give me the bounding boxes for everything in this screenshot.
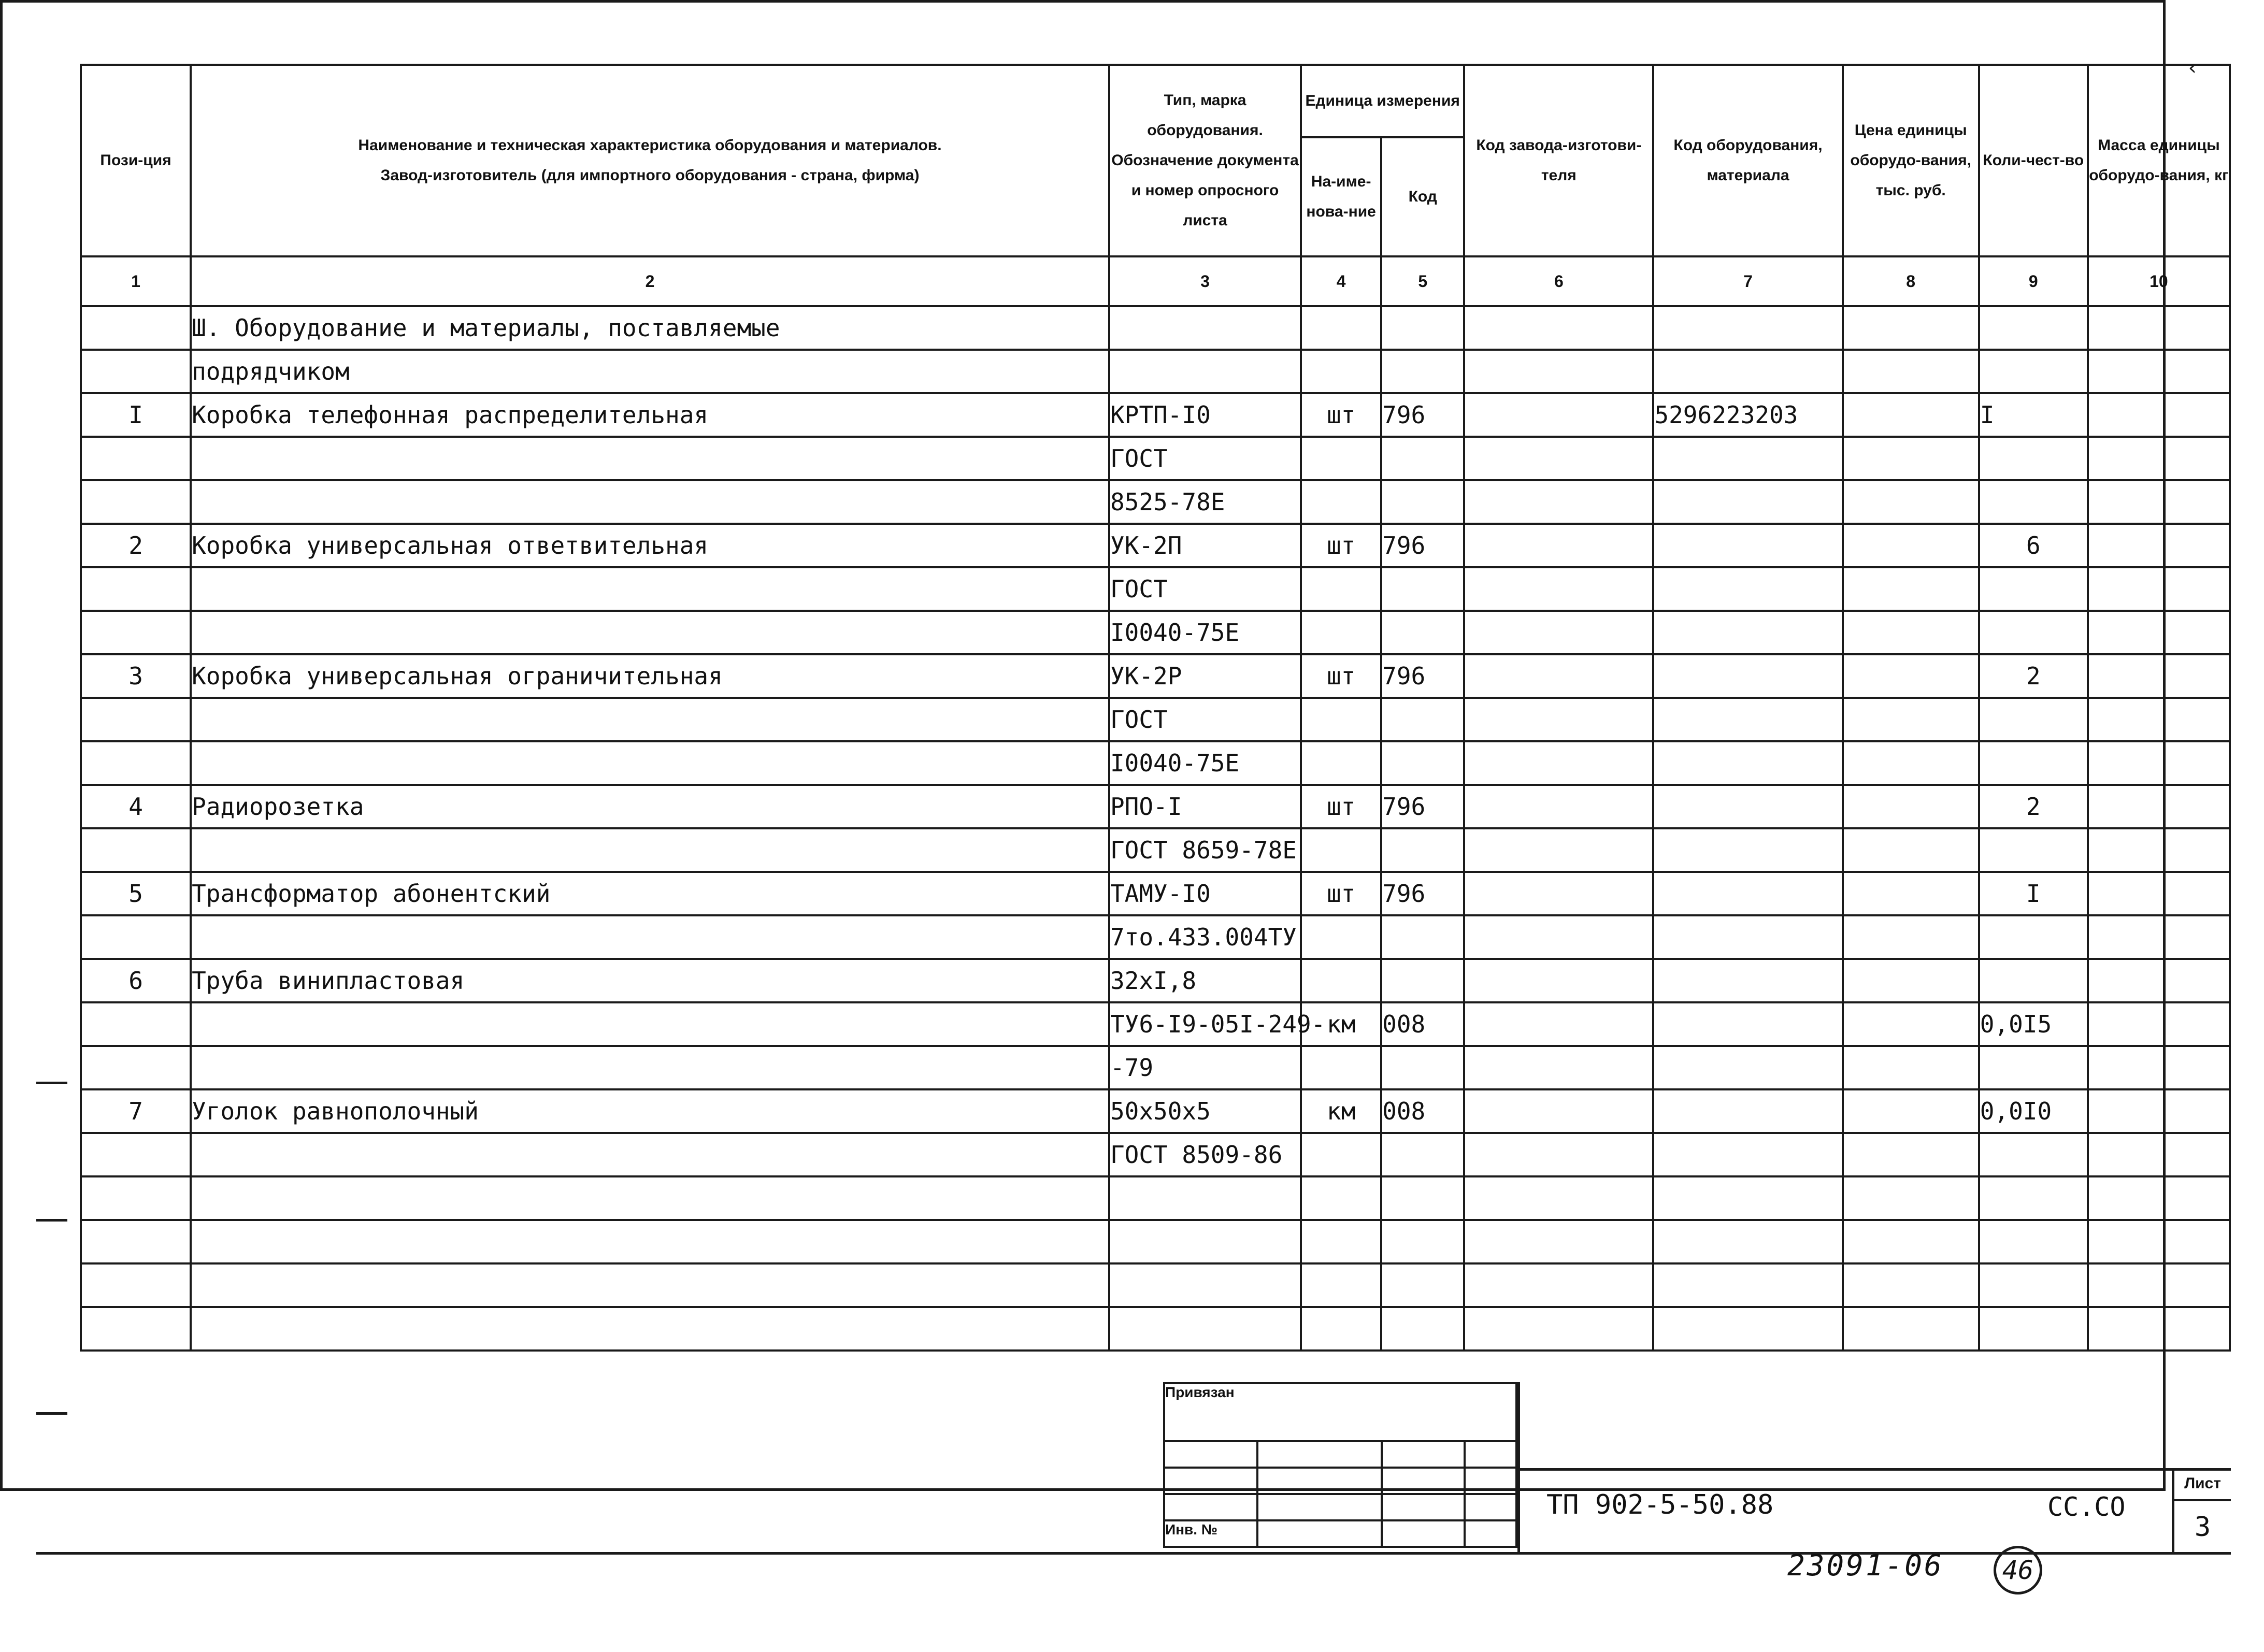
- title-block-divider: [1517, 1382, 1520, 1555]
- type-cell: ТУ6-I9-05I-249-: [1109, 1002, 1301, 1046]
- type-cell: 7то.433.004ТУ: [1109, 915, 1301, 959]
- table-row: [81, 872, 2230, 915]
- quantity-cell: [1979, 915, 2088, 959]
- quantity-cell: 2: [1979, 654, 2088, 698]
- unit-name-cell: шт: [1301, 524, 1381, 567]
- equipment-code-cell: [1653, 480, 1842, 524]
- table-row: [81, 915, 2230, 959]
- unit-name-cell: км: [1301, 1089, 1381, 1133]
- position-cell: [81, 698, 191, 741]
- mass-cell: [2088, 828, 2230, 872]
- stamp-inv-label: Инв. №: [1164, 1520, 1257, 1547]
- factory-code-cell: [1464, 959, 1653, 1002]
- mass-cell: [2088, 524, 2230, 567]
- price-cell: [1843, 567, 1979, 611]
- name-cell: [191, 480, 1109, 524]
- unit-code-cell: 796: [1381, 872, 1464, 915]
- equipment-code-cell: [1653, 437, 1842, 480]
- unit-code-cell: 796: [1381, 785, 1464, 828]
- name-cell: Трансформатор абонентский: [191, 872, 1109, 915]
- sheet-box: [2172, 1468, 2231, 1555]
- factory-code-cell: [1464, 1089, 1653, 1133]
- equipment-code-cell: [1653, 915, 1842, 959]
- type-cell: 50х50х5: [1109, 1089, 1301, 1133]
- name-cell: [191, 1133, 1109, 1176]
- table-row: [81, 959, 2230, 1002]
- name-cell: [191, 915, 1109, 959]
- position-cell: [81, 1133, 191, 1176]
- unit-name-cell: км: [1301, 1002, 1381, 1046]
- equipment-code-cell: [1653, 959, 1842, 1002]
- equipment-code-cell: [1653, 611, 1842, 654]
- header-equipment-code: Код оборудования, материала: [1653, 65, 1842, 256]
- name-cell: Коробка универсальная ограничительная: [191, 654, 1109, 698]
- name-cell: Труба винипластовая: [191, 959, 1109, 1002]
- price-cell: [1843, 1089, 1979, 1133]
- type-cell: ГОСТ: [1109, 698, 1301, 741]
- name-cell: [191, 1002, 1109, 1046]
- equipment-code-cell: [1653, 1046, 1842, 1089]
- table-row: [81, 611, 2230, 654]
- factory-code-cell: [1464, 741, 1653, 785]
- quantity-cell: [1979, 959, 2088, 1002]
- unit-name-cell: [1301, 959, 1381, 1002]
- unit-code-cell: [1381, 741, 1464, 785]
- quantity-cell: 2: [1979, 785, 2088, 828]
- mass-cell: [2088, 698, 2230, 741]
- inventory-number: 23091-06: [1787, 1549, 1944, 1583]
- type-cell: ТАМУ-I0: [1109, 872, 1301, 915]
- unit-code-cell: [1381, 915, 1464, 959]
- empty-row: [81, 1307, 2230, 1351]
- empty-row: [81, 1176, 2230, 1220]
- mass-cell: [2088, 393, 2230, 437]
- quantity-cell: [1979, 698, 2088, 741]
- mass-cell: [2088, 654, 2230, 698]
- position-cell: [81, 915, 191, 959]
- price-cell: [1843, 741, 1979, 785]
- position-cell: [81, 741, 191, 785]
- col-number: 9: [1979, 256, 2088, 306]
- price-cell: [1843, 393, 1979, 437]
- quantity-cell: I: [1979, 393, 2088, 437]
- unit-code-cell: [1381, 1046, 1464, 1089]
- quantity-cell: 0,0I5: [1979, 1002, 2088, 1046]
- header-unit-code: Код: [1381, 137, 1464, 256]
- margin-tick: [36, 1412, 67, 1415]
- unit-code-cell: 796: [1381, 393, 1464, 437]
- price-cell: [1843, 1002, 1979, 1046]
- type-cell: ГОСТ: [1109, 437, 1301, 480]
- mass-cell: [2088, 1002, 2230, 1046]
- quantity-cell: [1979, 828, 2088, 872]
- mass-cell: [2088, 915, 2230, 959]
- circled-page-number: 46: [1994, 1546, 2042, 1594]
- unit-name-cell: [1301, 1133, 1381, 1176]
- factory-code-cell: [1464, 1046, 1653, 1089]
- name-cell: [191, 567, 1109, 611]
- position-cell: 5: [81, 872, 191, 915]
- equipment-code-cell: [1653, 828, 1842, 872]
- header-quantity: Коли-чест-во: [1979, 65, 2088, 256]
- quantity-cell: 6: [1979, 524, 2088, 567]
- table-row: [81, 1133, 2230, 1176]
- unit-code-cell: [1381, 567, 1464, 611]
- header-unit-price: Цена единицы оборудо-вания, тыс. руб.: [1843, 65, 1979, 256]
- section-title: Ш. Оборудование и материалы, поставляемые: [191, 306, 1109, 350]
- factory-code-cell: [1464, 524, 1653, 567]
- price-cell: [1843, 915, 1979, 959]
- document-suffix: СС.СО: [2047, 1492, 2126, 1522]
- price-cell: [1843, 480, 1979, 524]
- type-cell: УК-2Р: [1109, 654, 1301, 698]
- factory-code-cell: [1464, 1002, 1653, 1046]
- table-row: [81, 1002, 2230, 1046]
- margin-tick: [36, 1219, 67, 1222]
- factory-code-cell: [1464, 654, 1653, 698]
- mass-cell: [2088, 872, 2230, 915]
- unit-code-cell: 008: [1381, 1089, 1464, 1133]
- equipment-code-cell: [1653, 654, 1842, 698]
- unit-name-cell: [1301, 437, 1381, 480]
- col-number: 1: [81, 256, 191, 306]
- quantity-cell: [1979, 1133, 2088, 1176]
- factory-code-cell: [1464, 828, 1653, 872]
- col-number: 2: [191, 256, 1109, 306]
- name-cell: Коробка телефонная распределительная: [191, 393, 1109, 437]
- position-cell: I: [81, 393, 191, 437]
- type-cell: РПО-I: [1109, 785, 1301, 828]
- mass-cell: [2088, 959, 2230, 1002]
- header-unit-group: Единица измерения: [1301, 65, 1464, 137]
- empty-row: [81, 1263, 2230, 1307]
- table-row: [81, 1089, 2230, 1133]
- col-number: 7: [1653, 256, 1842, 306]
- unit-name-cell: [1301, 567, 1381, 611]
- equipment-code-cell: [1653, 1089, 1842, 1133]
- unit-code-cell: [1381, 1133, 1464, 1176]
- table-row: [81, 1046, 2230, 1089]
- unit-name-cell: [1301, 480, 1381, 524]
- mass-cell: [2088, 785, 2230, 828]
- position-cell: [81, 567, 191, 611]
- equipment-code-cell: [1653, 1002, 1842, 1046]
- name-cell: Радиорозетка: [191, 785, 1109, 828]
- equipment-code-cell: [1653, 524, 1842, 567]
- header-factory-code: Код завода-изготови-теля: [1464, 65, 1653, 256]
- col-number: 8: [1843, 256, 1979, 306]
- equipment-code-cell: [1653, 872, 1842, 915]
- table-row: [81, 698, 2230, 741]
- mass-cell: [2088, 437, 2230, 480]
- unit-code-cell: [1381, 959, 1464, 1002]
- position-cell: [81, 1046, 191, 1089]
- unit-name-cell: шт: [1301, 872, 1381, 915]
- equipment-code-cell: [1653, 1133, 1842, 1176]
- price-cell: [1843, 611, 1979, 654]
- unit-code-cell: [1381, 437, 1464, 480]
- unit-code-cell: [1381, 611, 1464, 654]
- table-row: [81, 393, 2230, 437]
- mass-cell: [2088, 1046, 2230, 1089]
- section-row: [81, 350, 2230, 393]
- unit-name-cell: шт: [1301, 785, 1381, 828]
- table-row: [81, 785, 2230, 828]
- position-cell: [81, 480, 191, 524]
- equipment-code-cell: [1653, 741, 1842, 785]
- type-cell: ГОСТ: [1109, 567, 1301, 611]
- specification-table: [80, 64, 2231, 1352]
- unit-name-cell: [1301, 915, 1381, 959]
- type-cell: -79: [1109, 1046, 1301, 1089]
- unit-code-cell: 796: [1381, 524, 1464, 567]
- col-number: 3: [1109, 256, 1301, 306]
- mass-cell: [2088, 1133, 2230, 1176]
- equipment-code-cell: 5296223203: [1653, 393, 1842, 437]
- factory-code-cell: [1464, 437, 1653, 480]
- name-cell: [191, 1046, 1109, 1089]
- name-cell: Коробка универсальная ответвительная: [191, 524, 1109, 567]
- price-cell: [1843, 654, 1979, 698]
- price-cell: [1843, 524, 1979, 567]
- mass-cell: [2088, 1089, 2230, 1133]
- section-title-continued: подрядчиком: [191, 350, 1109, 393]
- sheet-number: 3: [2194, 1512, 2211, 1543]
- name-cell: [191, 828, 1109, 872]
- name-cell: [191, 741, 1109, 785]
- unit-code-cell: 796: [1381, 654, 1464, 698]
- type-cell: I0040-75Е: [1109, 741, 1301, 785]
- header-mass: Масса единицы оборудо-вания, кг: [2088, 65, 2230, 256]
- position-cell: 6: [81, 959, 191, 1002]
- empty-row: [81, 1220, 2230, 1263]
- price-cell: [1843, 1046, 1979, 1089]
- table-row: [81, 567, 2230, 611]
- price-cell: [1843, 872, 1979, 915]
- table-row: [81, 480, 2230, 524]
- unit-name-cell: шт: [1301, 654, 1381, 698]
- price-cell: [1843, 698, 1979, 741]
- equipment-code-cell: [1653, 785, 1842, 828]
- position-cell: 2: [81, 524, 191, 567]
- factory-code-cell: [1464, 915, 1653, 959]
- header-type: Тип, марка оборудования. Обозначение документа и номер опросного листа: [1109, 65, 1301, 256]
- price-cell: [1843, 437, 1979, 480]
- unit-name-cell: [1301, 698, 1381, 741]
- type-cell: 32хI,8: [1109, 959, 1301, 1002]
- factory-code-cell: [1464, 698, 1653, 741]
- type-cell: 8525-78Е: [1109, 480, 1301, 524]
- sheet-label: Лист: [2174, 1468, 2231, 1501]
- factory-code-cell: [1464, 567, 1653, 611]
- factory-code-cell: [1464, 785, 1653, 828]
- name-cell: Уголок равнополочный: [191, 1089, 1109, 1133]
- corner-mark: ‹: [2186, 56, 2199, 80]
- factory-code-cell: [1464, 393, 1653, 437]
- position-cell: [81, 1002, 191, 1046]
- price-cell: [1843, 828, 1979, 872]
- quantity-cell: [1979, 1046, 2088, 1089]
- factory-code-cell: [1464, 872, 1653, 915]
- factory-code-cell: [1464, 480, 1653, 524]
- section-row: [81, 306, 2230, 350]
- quantity-cell: I: [1979, 872, 2088, 915]
- mass-cell: [2088, 741, 2230, 785]
- price-cell: [1843, 959, 1979, 1002]
- table-row: [81, 654, 2230, 698]
- name-cell: [191, 437, 1109, 480]
- type-cell: I0040-75Е: [1109, 611, 1301, 654]
- quantity-cell: [1979, 741, 2088, 785]
- title-block-line: [1517, 1468, 2231, 1471]
- unit-code-cell: 008: [1381, 1002, 1464, 1046]
- quantity-cell: [1979, 437, 2088, 480]
- quantity-cell: [1979, 480, 2088, 524]
- unit-code-cell: [1381, 480, 1464, 524]
- approval-stamp: [1163, 1382, 1517, 1548]
- unit-name-cell: [1301, 741, 1381, 785]
- equipment-code-cell: [1653, 567, 1842, 611]
- name-cell: [191, 611, 1109, 654]
- position-cell: 4: [81, 785, 191, 828]
- position-cell: 3: [81, 654, 191, 698]
- mass-cell: [2088, 567, 2230, 611]
- quantity-cell: [1979, 611, 2088, 654]
- price-cell: [1843, 1133, 1979, 1176]
- position-cell: [81, 828, 191, 872]
- position-cell: [81, 437, 191, 480]
- unit-name-cell: [1301, 1046, 1381, 1089]
- col-number: 10: [2088, 256, 2230, 306]
- table-row: [81, 741, 2230, 785]
- unit-name-cell: [1301, 828, 1381, 872]
- type-cell: УК-2П: [1109, 524, 1301, 567]
- type-cell: ГОСТ 8509-86: [1109, 1133, 1301, 1176]
- document-code: ТП 902-5-50.88: [1546, 1489, 1774, 1520]
- factory-code-cell: [1464, 611, 1653, 654]
- unit-name-cell: шт: [1301, 393, 1381, 437]
- table-row: [81, 437, 2230, 480]
- header-position: Пози-ция: [81, 65, 191, 256]
- type-cell: ГОСТ 8659-78Е: [1109, 828, 1301, 872]
- equipment-code-cell: [1653, 698, 1842, 741]
- stamp-attached-label: Привязан: [1164, 1383, 1516, 1441]
- col-number: 6: [1464, 256, 1653, 306]
- factory-code-cell: [1464, 1133, 1653, 1176]
- unit-name-cell: [1301, 611, 1381, 654]
- position-cell: 7: [81, 1089, 191, 1133]
- name-cell: [191, 698, 1109, 741]
- quantity-cell: 0,0I0: [1979, 1089, 2088, 1133]
- table-row: [81, 828, 2230, 872]
- price-cell: [1843, 785, 1979, 828]
- quantity-cell: [1979, 567, 2088, 611]
- header-name: Наименование и техническая характеристика оборудования и материалов. Завод-изготовитель (для импортного оборудования - страна, фирма): [191, 65, 1109, 256]
- mass-cell: [2088, 480, 2230, 524]
- unit-code-cell: [1381, 698, 1464, 741]
- margin-tick: [36, 1082, 67, 1084]
- mass-cell: [2088, 611, 2230, 654]
- col-number: 5: [1381, 256, 1464, 306]
- table-row: [81, 524, 2230, 567]
- unit-code-cell: [1381, 828, 1464, 872]
- position-cell: [81, 611, 191, 654]
- header-unit-name: На-име-нова-ние: [1301, 137, 1381, 256]
- type-cell: КРТП-I0: [1109, 393, 1301, 437]
- col-number: 4: [1301, 256, 1381, 306]
